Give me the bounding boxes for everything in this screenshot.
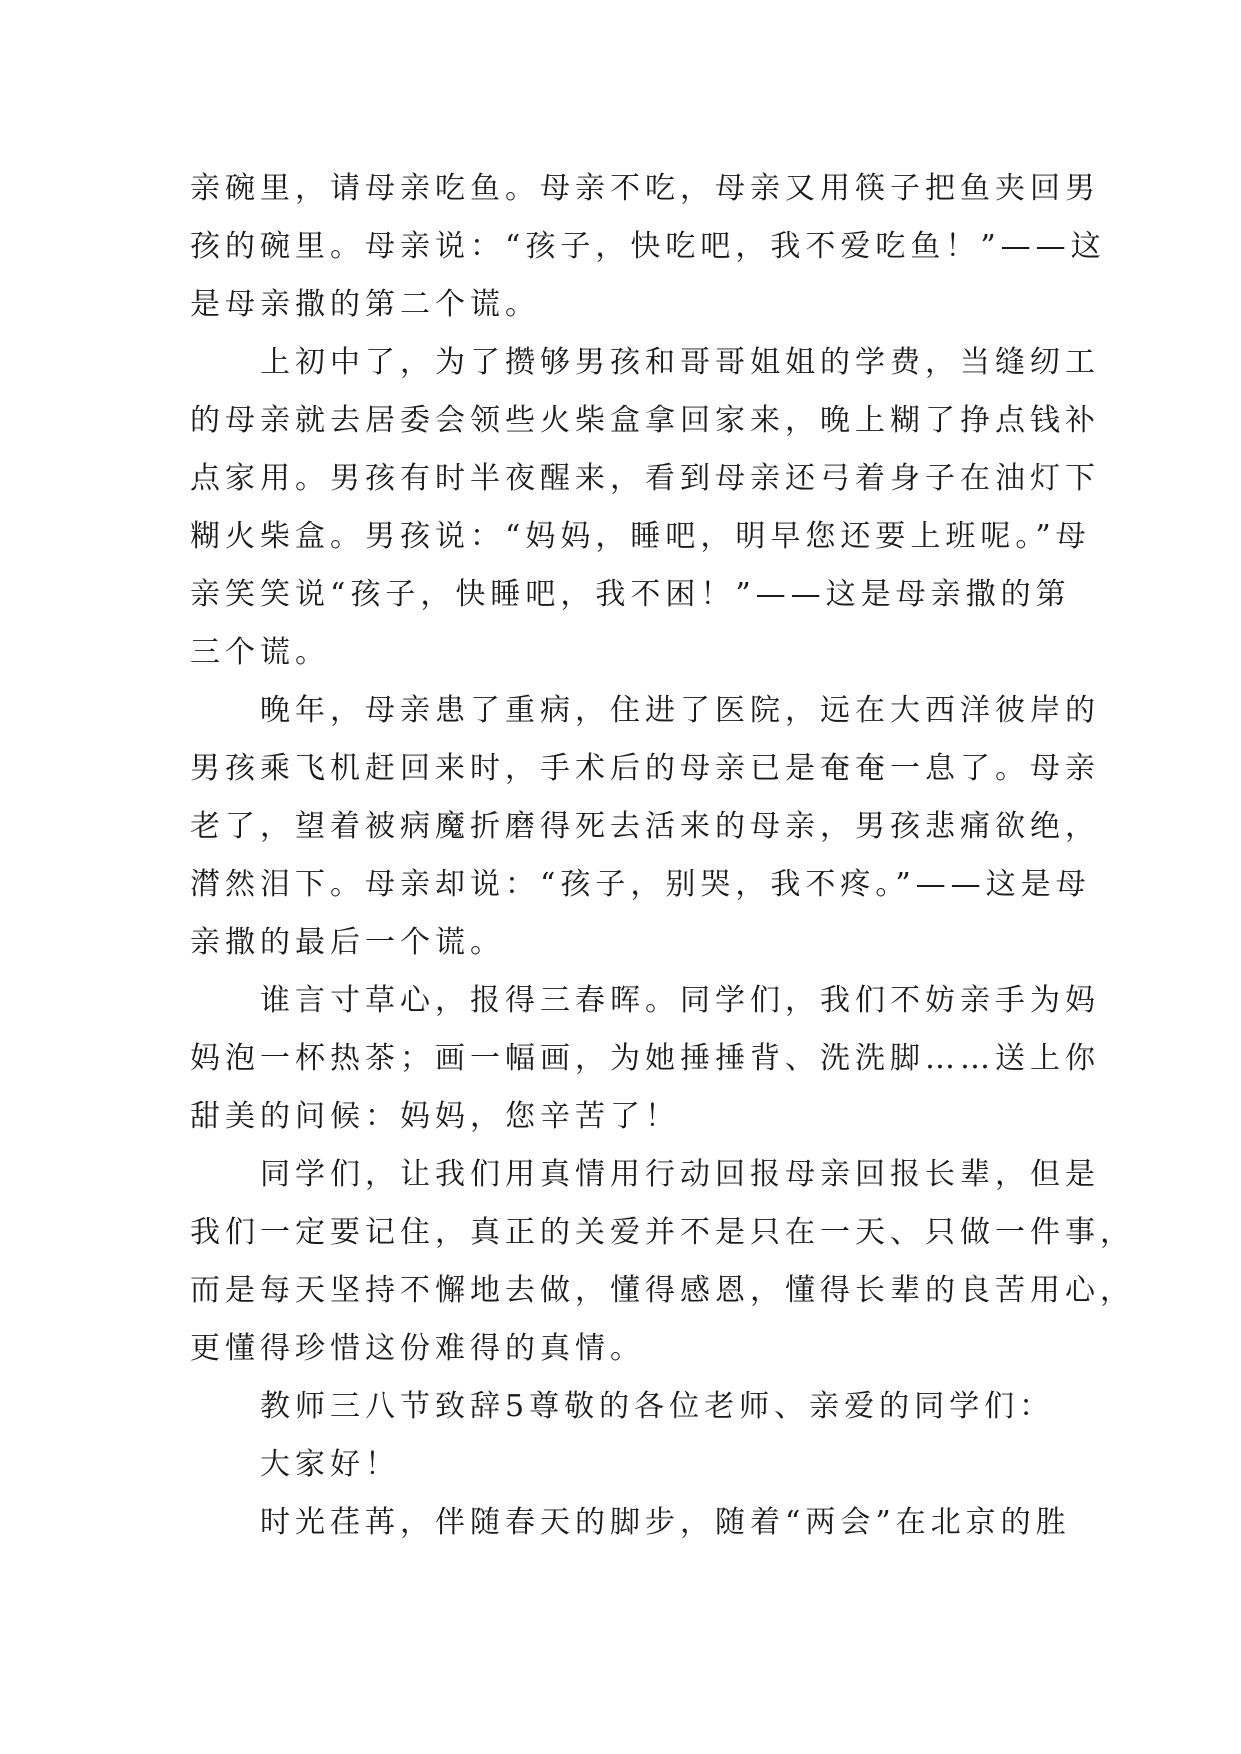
paragraph-5 — [190, 1146, 1135, 1378]
paragraph-7 — [190, 1436, 1050, 1494]
paragraph-3 — [190, 682, 1100, 972]
text-line: 时光荏苒，伴随春天的脚步，随着“两会”在北京的胜 — [190, 1505, 1071, 1540]
paragraph-8 — [190, 1494, 1071, 1552]
text-line: 男孩乘飞机赶回来时，手术后的母亲已是奄奄一息了。母亲 — [190, 751, 1100, 786]
text-line: 孩的碗里。母亲说：“孩子，快吃吧，我不爱吃鱼！”——这 — [190, 229, 1106, 264]
text-line: 晚年，母亲患了重病，住进了医院，远在大西洋彼岸的 — [190, 693, 1100, 728]
text-line: 甜美的问候：妈妈，您辛苦了！ — [190, 1099, 680, 1134]
text-line: 谁言寸草心，报得三春晖。同学们，我们不妨亲手为妈 — [190, 983, 1100, 1018]
text-line: 老了，望着被病魔折磨得死去活来的母亲，男孩悲痛欲绝， — [190, 809, 1100, 844]
paragraph-1 — [190, 160, 1106, 334]
text-line: 是母亲撒的第二个谎。 — [190, 287, 540, 322]
text-line: 大家好！ — [190, 1447, 400, 1482]
text-line: 亲撒的最后一个谎。 — [190, 925, 505, 960]
paragraph-4 — [190, 972, 1100, 1146]
text-line: 点家用。男孩有时半夜醒来，看到母亲还弓着身子在油灯下 — [190, 461, 1100, 496]
text-line: 而是每天坚持不懈地去做，懂得感恩，懂得长辈的良苦用心， — [190, 1273, 1135, 1308]
text-line: 的母亲就去居委会领些火柴盒拿回家来，晚上糊了挣点钱补 — [190, 403, 1100, 438]
text-line: 亲碗里，请母亲吃鱼。母亲不吃，母亲又用筷子把鱼夹回男 — [190, 171, 1100, 206]
text-line: 同学们，让我们用真情用行动回报母亲回报长辈，但是 — [190, 1157, 1100, 1192]
text-line: 妈泡一杯热茶；画一幅画，为她捶捶背、洗洗脚……送上你 — [190, 1041, 1100, 1076]
text-line: 我们一定要记住，真正的关爱并不是只在一天、只做一件事， — [190, 1215, 1135, 1250]
text-line: 上初中了，为了攒够男孩和哥哥姐姐的学费，当缝纫工 — [190, 345, 1100, 380]
text-line: 教师三八节致辞5尊敬的各位老师、亲爱的同学们： — [190, 1389, 1055, 1424]
document-body — [190, 160, 1135, 1552]
text-line: 三个谎。 — [190, 635, 330, 670]
paragraph-2 — [190, 334, 1100, 682]
text-line: 潸然泪下。母亲却说：“孩子，别哭，我不疼。”——这是母 — [190, 867, 1091, 902]
text-line: 亲笑笑说“孩子，快睡吧，我不困！”——这是母亲撒的第 — [190, 577, 1071, 612]
paragraph-6 — [190, 1378, 1055, 1436]
text-line: 更懂得珍惜这份难得的真情。 — [190, 1331, 645, 1366]
text-line: 糊火柴盒。男孩说：“妈妈，睡吧，明早您还要上班呢。”母 — [190, 519, 1091, 554]
